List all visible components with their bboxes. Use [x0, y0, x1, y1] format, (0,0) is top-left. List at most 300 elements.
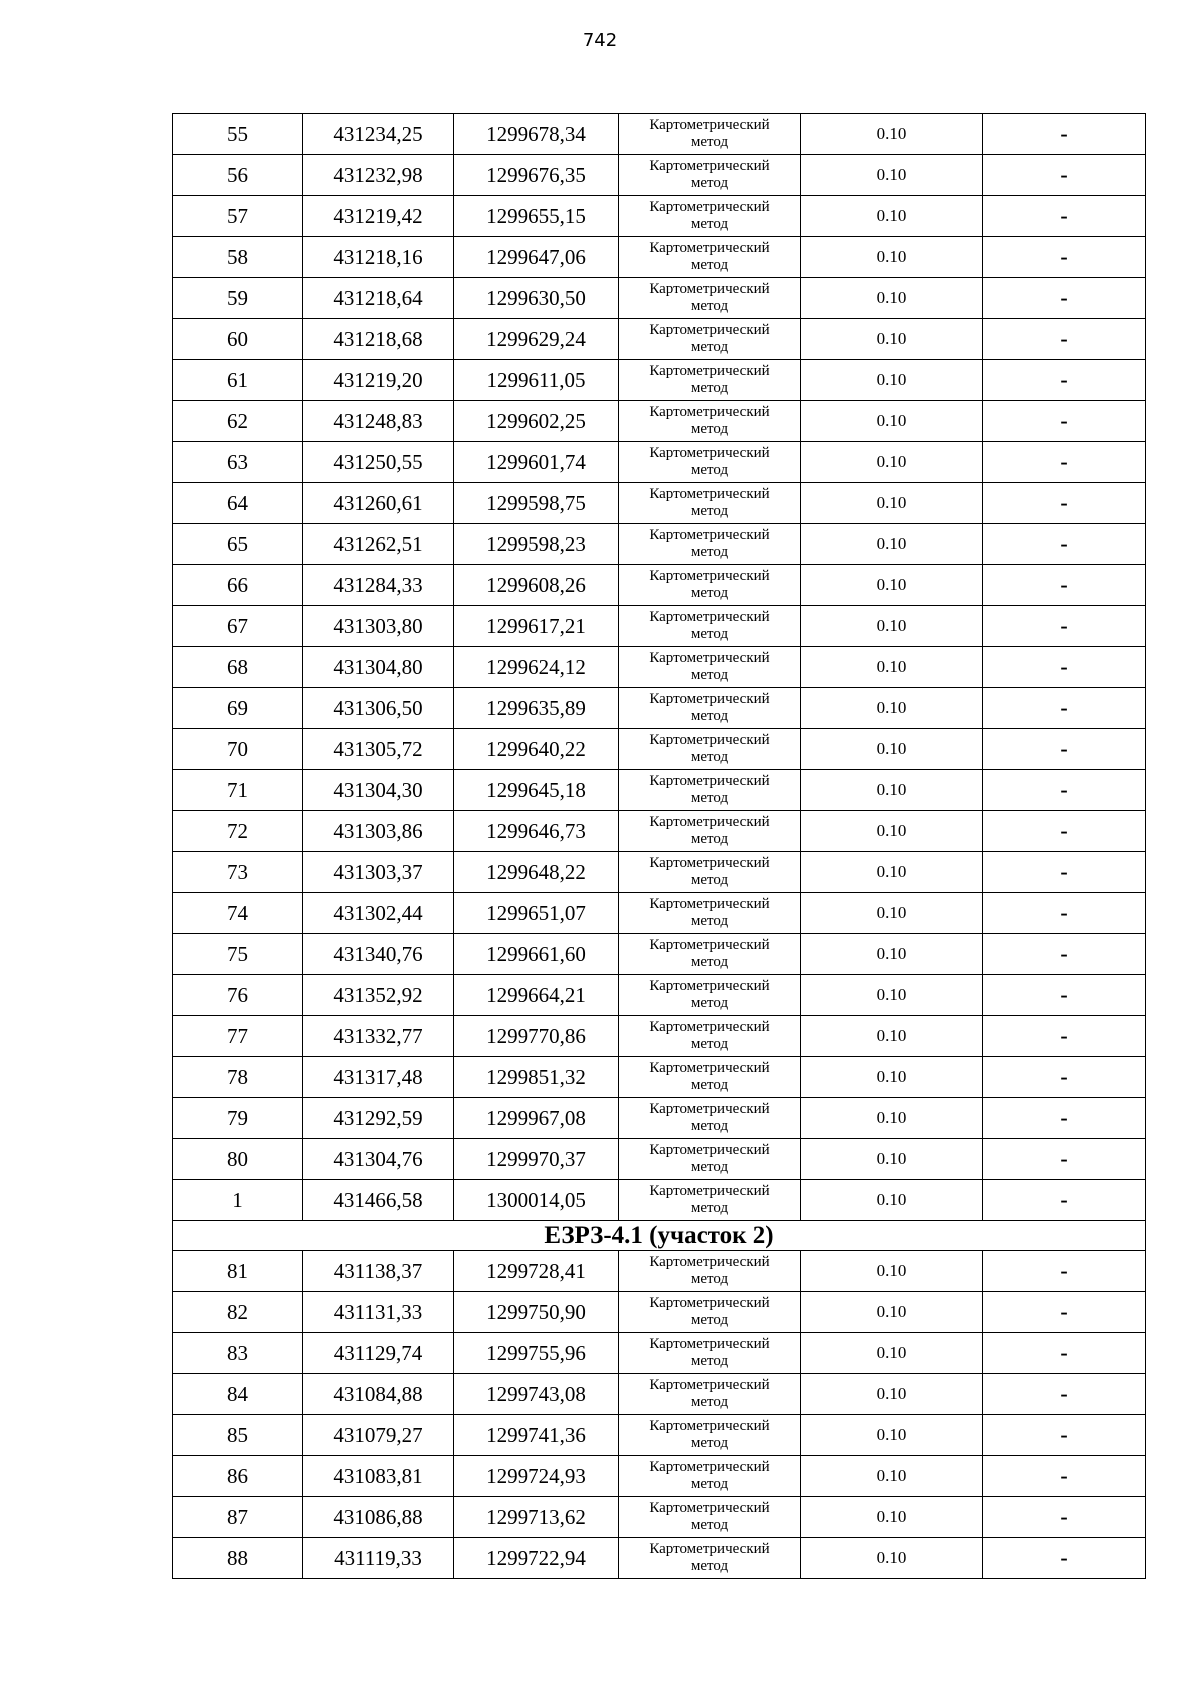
method-cell [619, 1415, 801, 1456]
point-number-cell: 69 [173, 688, 303, 729]
method-line2: метод [690, 1077, 729, 1093]
y-coordinate-cell: 1299661,60 [454, 934, 619, 975]
point-number-cell: 83 [173, 1333, 303, 1374]
method-cell [619, 852, 801, 893]
method-cell [619, 647, 801, 688]
x-coordinate-cell: 431086,88 [303, 1497, 454, 1538]
method-line2: метод [690, 298, 729, 314]
method-line1: Картометрический [649, 978, 770, 994]
table-row [173, 483, 1146, 524]
y-coordinate-cell: 1299750,90 [454, 1292, 619, 1333]
method-line2: метод [690, 380, 729, 396]
x-coordinate-cell: 431303,86 [303, 811, 454, 852]
table-row [173, 524, 1146, 565]
x-coordinate-cell: 431219,20 [303, 360, 454, 401]
x-coordinate-cell: 431260,61 [303, 483, 454, 524]
point-number-cell: 70 [173, 729, 303, 770]
note-cell: - [983, 934, 1146, 975]
method-line2: метод [690, 1036, 729, 1052]
point-number-cell: 67 [173, 606, 303, 647]
point-number-cell: 55 [173, 114, 303, 155]
accuracy-cell: 0.10 [801, 1292, 983, 1333]
table-row [173, 196, 1146, 237]
table-row [173, 1139, 1146, 1180]
method-line2: метод [690, 1558, 729, 1574]
table-row [173, 1098, 1146, 1139]
method-line2: метод [690, 1159, 729, 1175]
point-number-cell: 74 [173, 893, 303, 934]
note-cell: - [983, 483, 1146, 524]
note-cell: - [983, 1180, 1146, 1221]
accuracy-cell: 0.10 [801, 1098, 983, 1139]
note-cell: - [983, 1057, 1146, 1098]
note-cell: - [983, 1415, 1146, 1456]
x-coordinate-cell: 431306,50 [303, 688, 454, 729]
table-row [173, 770, 1146, 811]
point-number-cell: 61 [173, 360, 303, 401]
x-coordinate-cell: 431303,80 [303, 606, 454, 647]
point-number-cell: 64 [173, 483, 303, 524]
x-coordinate-cell: 431303,37 [303, 852, 454, 893]
point-number-cell: 85 [173, 1415, 303, 1456]
accuracy-cell: 0.10 [801, 1016, 983, 1057]
note-cell: - [983, 729, 1146, 770]
x-coordinate-cell: 431218,68 [303, 319, 454, 360]
table-row [173, 278, 1146, 319]
y-coordinate-cell: 1299741,36 [454, 1415, 619, 1456]
method-line2: метод [690, 1312, 729, 1328]
accuracy-cell: 0.10 [801, 319, 983, 360]
table-row [173, 1016, 1146, 1057]
table-row [173, 1374, 1146, 1415]
note-cell: - [983, 565, 1146, 606]
accuracy-cell: 0.10 [801, 893, 983, 934]
method-line1: Картометрический [649, 609, 770, 625]
method-cell [619, 770, 801, 811]
method-cell [619, 278, 801, 319]
y-coordinate-cell: 1299598,23 [454, 524, 619, 565]
accuracy-cell: 0.10 [801, 1456, 983, 1497]
y-coordinate-cell: 1299770,86 [454, 1016, 619, 1057]
table-row [173, 1415, 1146, 1456]
y-coordinate-cell: 1299651,07 [454, 893, 619, 934]
x-coordinate-cell: 431305,72 [303, 729, 454, 770]
accuracy-cell: 0.10 [801, 1415, 983, 1456]
y-coordinate-cell: 1299755,96 [454, 1333, 619, 1374]
accuracy-cell: 0.10 [801, 524, 983, 565]
y-coordinate-cell: 1299970,37 [454, 1139, 619, 1180]
method-cell [619, 524, 801, 565]
point-number-cell: 56 [173, 155, 303, 196]
method-line2: метод [690, 462, 729, 478]
method-line2: метод [690, 1435, 729, 1451]
y-coordinate-cell: 1299678,34 [454, 114, 619, 155]
point-number-cell: 71 [173, 770, 303, 811]
accuracy-cell: 0.10 [801, 401, 983, 442]
method-cell [619, 1538, 801, 1579]
table-row [173, 852, 1146, 893]
point-number-cell: 77 [173, 1016, 303, 1057]
point-number-cell: 79 [173, 1098, 303, 1139]
x-coordinate-cell: 431131,33 [303, 1292, 454, 1333]
x-coordinate-cell: 431084,88 [303, 1374, 454, 1415]
method-line2: метод [690, 257, 729, 273]
note-cell: - [983, 606, 1146, 647]
y-coordinate-cell: 1299728,41 [454, 1251, 619, 1292]
x-coordinate-cell: 431218,64 [303, 278, 454, 319]
section-header-group [173, 1221, 1146, 1251]
point-number-cell: 88 [173, 1538, 303, 1579]
y-coordinate-cell: 1299646,73 [454, 811, 619, 852]
accuracy-cell: 0.10 [801, 1374, 983, 1415]
method-cell [619, 442, 801, 483]
method-line2: метод [690, 1394, 729, 1410]
note-cell: - [983, 1292, 1146, 1333]
accuracy-cell: 0.10 [801, 114, 983, 155]
note-cell: - [983, 1098, 1146, 1139]
method-line2: метод [690, 749, 729, 765]
note-cell: - [983, 1139, 1146, 1180]
x-coordinate-cell: 431304,30 [303, 770, 454, 811]
method-line1: Картометрический [649, 814, 770, 830]
point-number-cell: 87 [173, 1497, 303, 1538]
note-cell: - [983, 1333, 1146, 1374]
y-coordinate-cell: 1299655,15 [454, 196, 619, 237]
accuracy-cell: 0.10 [801, 237, 983, 278]
point-number-cell: 68 [173, 647, 303, 688]
x-coordinate-cell: 431119,33 [303, 1538, 454, 1579]
note-cell: - [983, 278, 1146, 319]
method-line2: метод [690, 872, 729, 888]
method-cell [619, 565, 801, 606]
method-line2: метод [690, 708, 729, 724]
y-coordinate-cell: 1299967,08 [454, 1098, 619, 1139]
note-cell: - [983, 1497, 1146, 1538]
point-number-cell: 65 [173, 524, 303, 565]
method-line1: Картометрический [649, 240, 770, 256]
point-number-cell: 58 [173, 237, 303, 278]
accuracy-cell: 0.10 [801, 647, 983, 688]
method-line1: Картометрический [649, 445, 770, 461]
y-coordinate-cell: 1299629,24 [454, 319, 619, 360]
page-number: 742 [582, 30, 618, 51]
method-line1: Картометрический [649, 568, 770, 584]
method-line1: Картометрический [649, 1459, 770, 1475]
note-cell: - [983, 155, 1146, 196]
method-line1: Картометрический [649, 1254, 770, 1270]
point-number-cell: 78 [173, 1057, 303, 1098]
accuracy-cell: 0.10 [801, 606, 983, 647]
x-coordinate-cell: 431129,74 [303, 1333, 454, 1374]
method-line2: метод [690, 1353, 729, 1369]
coordinates-table [172, 113, 1146, 1579]
accuracy-cell: 0.10 [801, 155, 983, 196]
table-row [173, 237, 1146, 278]
method-line1: Картометрический [649, 363, 770, 379]
note-cell: - [983, 524, 1146, 565]
method-cell [619, 975, 801, 1016]
method-line1: Картометрический [649, 1500, 770, 1516]
method-line1: Картометрический [649, 1142, 770, 1158]
accuracy-cell: 0.10 [801, 770, 983, 811]
accuracy-cell: 0.10 [801, 442, 983, 483]
method-line1: Картометрический [649, 1377, 770, 1393]
table-row [173, 442, 1146, 483]
method-line2: метод [690, 216, 729, 232]
point-number-cell: 60 [173, 319, 303, 360]
table-row [173, 319, 1146, 360]
y-coordinate-cell: 1299851,32 [454, 1057, 619, 1098]
method-line2: метод [690, 1476, 729, 1492]
method-line2: метод [690, 421, 729, 437]
y-coordinate-cell: 1299713,62 [454, 1497, 619, 1538]
method-line1: Картометрический [649, 158, 770, 174]
y-coordinate-cell: 1299601,74 [454, 442, 619, 483]
method-line1: Картометрический [649, 650, 770, 666]
section-header-row [173, 1221, 1146, 1251]
x-coordinate-cell: 431218,16 [303, 237, 454, 278]
method-line1: Картометрический [649, 1101, 770, 1117]
method-line1: Картометрический [649, 117, 770, 133]
x-coordinate-cell: 431232,98 [303, 155, 454, 196]
y-coordinate-cell: 1299611,05 [454, 360, 619, 401]
method-cell [619, 811, 801, 852]
method-cell [619, 1497, 801, 1538]
method-line2: метод [690, 1118, 729, 1134]
method-line2: метод [690, 339, 729, 355]
note-cell: - [983, 442, 1146, 483]
point-number-cell: 63 [173, 442, 303, 483]
x-coordinate-cell: 431250,55 [303, 442, 454, 483]
table-body-before-section [173, 114, 1146, 1221]
method-line1: Картометрический [649, 199, 770, 215]
accuracy-cell: 0.10 [801, 811, 983, 852]
method-cell [619, 606, 801, 647]
accuracy-cell: 0.10 [801, 688, 983, 729]
section-title: ЕЗРЗ-4.1 (участок 2) [173, 1221, 1146, 1251]
note-cell: - [983, 688, 1146, 729]
y-coordinate-cell: 1299640,22 [454, 729, 619, 770]
note-cell: - [983, 975, 1146, 1016]
method-line1: Картометрический [649, 1295, 770, 1311]
method-cell [619, 237, 801, 278]
y-coordinate-cell: 1300014,05 [454, 1180, 619, 1221]
table-row [173, 606, 1146, 647]
method-line2: метод [690, 1517, 729, 1533]
method-line2: метод [690, 585, 729, 601]
table-row [173, 647, 1146, 688]
y-coordinate-cell: 1299648,22 [454, 852, 619, 893]
table-row [173, 565, 1146, 606]
method-cell [619, 401, 801, 442]
table-row [173, 1497, 1146, 1538]
accuracy-cell: 0.10 [801, 278, 983, 319]
note-cell: - [983, 360, 1146, 401]
y-coordinate-cell: 1299630,50 [454, 278, 619, 319]
accuracy-cell: 0.10 [801, 196, 983, 237]
table-row [173, 401, 1146, 442]
point-number-cell: 75 [173, 934, 303, 975]
note-cell: - [983, 770, 1146, 811]
table-row [173, 934, 1146, 975]
method-cell [619, 1139, 801, 1180]
note-cell: - [983, 852, 1146, 893]
method-cell [619, 1251, 801, 1292]
y-coordinate-cell: 1299724,93 [454, 1456, 619, 1497]
note-cell: - [983, 114, 1146, 155]
y-coordinate-cell: 1299664,21 [454, 975, 619, 1016]
note-cell: - [983, 1456, 1146, 1497]
method-line2: метод [690, 544, 729, 560]
accuracy-cell: 0.10 [801, 1251, 983, 1292]
method-line2: метод [690, 913, 729, 929]
x-coordinate-cell: 431262,51 [303, 524, 454, 565]
table-row [173, 811, 1146, 852]
table-row [173, 1180, 1146, 1221]
method-cell [619, 1333, 801, 1374]
table-row [173, 1456, 1146, 1497]
method-line1: Картометрический [649, 281, 770, 297]
method-line1: Картометрический [649, 486, 770, 502]
x-coordinate-cell: 431234,25 [303, 114, 454, 155]
accuracy-cell: 0.10 [801, 1057, 983, 1098]
method-cell [619, 155, 801, 196]
method-line2: метод [690, 1200, 729, 1216]
method-cell [619, 1180, 801, 1221]
method-cell [619, 1057, 801, 1098]
note-cell: - [983, 1016, 1146, 1057]
method-line1: Картометрический [649, 937, 770, 953]
method-line1: Картометрический [649, 1060, 770, 1076]
y-coordinate-cell: 1299598,75 [454, 483, 619, 524]
x-coordinate-cell: 431284,33 [303, 565, 454, 606]
x-coordinate-cell: 431466,58 [303, 1180, 454, 1221]
method-line1: Картометрический [649, 855, 770, 871]
method-line2: метод [690, 175, 729, 191]
x-coordinate-cell: 431352,92 [303, 975, 454, 1016]
table-row [173, 155, 1146, 196]
point-number-cell: 57 [173, 196, 303, 237]
method-line1: Картометрический [649, 404, 770, 420]
y-coordinate-cell: 1299602,25 [454, 401, 619, 442]
method-cell [619, 729, 801, 770]
method-cell [619, 114, 801, 155]
note-cell: - [983, 319, 1146, 360]
method-line1: Картометрический [649, 1183, 770, 1199]
note-cell: - [983, 237, 1146, 278]
note-cell: - [983, 1538, 1146, 1579]
point-number-cell: 82 [173, 1292, 303, 1333]
point-number-cell: 66 [173, 565, 303, 606]
method-cell [619, 688, 801, 729]
y-coordinate-cell: 1299608,26 [454, 565, 619, 606]
table-row [173, 1538, 1146, 1579]
accuracy-cell: 0.10 [801, 975, 983, 1016]
method-cell [619, 934, 801, 975]
method-line1: Картометрический [649, 527, 770, 543]
method-cell [619, 1456, 801, 1497]
method-line1: Картометрический [649, 732, 770, 748]
point-number-cell: 80 [173, 1139, 303, 1180]
x-coordinate-cell: 431340,76 [303, 934, 454, 975]
method-line1: Картометрический [649, 691, 770, 707]
method-cell [619, 196, 801, 237]
y-coordinate-cell: 1299617,21 [454, 606, 619, 647]
method-line2: метод [690, 995, 729, 1011]
accuracy-cell: 0.10 [801, 1538, 983, 1579]
accuracy-cell: 0.10 [801, 483, 983, 524]
method-line2: метод [690, 134, 729, 150]
x-coordinate-cell: 431248,83 [303, 401, 454, 442]
y-coordinate-cell: 1299635,89 [454, 688, 619, 729]
note-cell: - [983, 401, 1146, 442]
x-coordinate-cell: 431332,77 [303, 1016, 454, 1057]
note-cell: - [983, 1251, 1146, 1292]
point-number-cell: 59 [173, 278, 303, 319]
table-row [173, 114, 1146, 155]
point-number-cell: 81 [173, 1251, 303, 1292]
note-cell: - [983, 196, 1146, 237]
method-line2: метод [690, 626, 729, 642]
method-line2: метод [690, 503, 729, 519]
method-line1: Картометрический [649, 1418, 770, 1434]
method-line1: Картометрический [649, 322, 770, 338]
x-coordinate-cell: 431304,80 [303, 647, 454, 688]
table-row [173, 1333, 1146, 1374]
point-number-cell: 62 [173, 401, 303, 442]
method-cell [619, 1292, 801, 1333]
point-number-cell: 72 [173, 811, 303, 852]
x-coordinate-cell: 431138,37 [303, 1251, 454, 1292]
accuracy-cell: 0.10 [801, 360, 983, 401]
y-coordinate-cell: 1299647,06 [454, 237, 619, 278]
point-number-cell: 73 [173, 852, 303, 893]
accuracy-cell: 0.10 [801, 729, 983, 770]
method-line2: метод [690, 831, 729, 847]
x-coordinate-cell: 431219,42 [303, 196, 454, 237]
table-row [173, 975, 1146, 1016]
point-number-cell: 76 [173, 975, 303, 1016]
x-coordinate-cell: 431079,27 [303, 1415, 454, 1456]
method-line2: метод [690, 1271, 729, 1287]
method-line1: Картометрический [649, 896, 770, 912]
method-cell [619, 893, 801, 934]
note-cell: - [983, 893, 1146, 934]
accuracy-cell: 0.10 [801, 1497, 983, 1538]
table-row [173, 688, 1146, 729]
y-coordinate-cell: 1299722,94 [454, 1538, 619, 1579]
point-number-cell: 84 [173, 1374, 303, 1415]
y-coordinate-cell: 1299645,18 [454, 770, 619, 811]
x-coordinate-cell: 431292,59 [303, 1098, 454, 1139]
method-line2: метод [690, 667, 729, 683]
note-cell: - [983, 811, 1146, 852]
method-cell [619, 1098, 801, 1139]
table-row [173, 1057, 1146, 1098]
method-cell [619, 483, 801, 524]
method-line1: Картометрический [649, 773, 770, 789]
method-line2: метод [690, 954, 729, 970]
method-cell [619, 319, 801, 360]
table-row [173, 360, 1146, 401]
method-line1: Картометрический [649, 1336, 770, 1352]
accuracy-cell: 0.10 [801, 1180, 983, 1221]
y-coordinate-cell: 1299676,35 [454, 155, 619, 196]
note-cell: - [983, 1374, 1146, 1415]
accuracy-cell: 0.10 [801, 565, 983, 606]
accuracy-cell: 0.10 [801, 852, 983, 893]
x-coordinate-cell: 431302,44 [303, 893, 454, 934]
